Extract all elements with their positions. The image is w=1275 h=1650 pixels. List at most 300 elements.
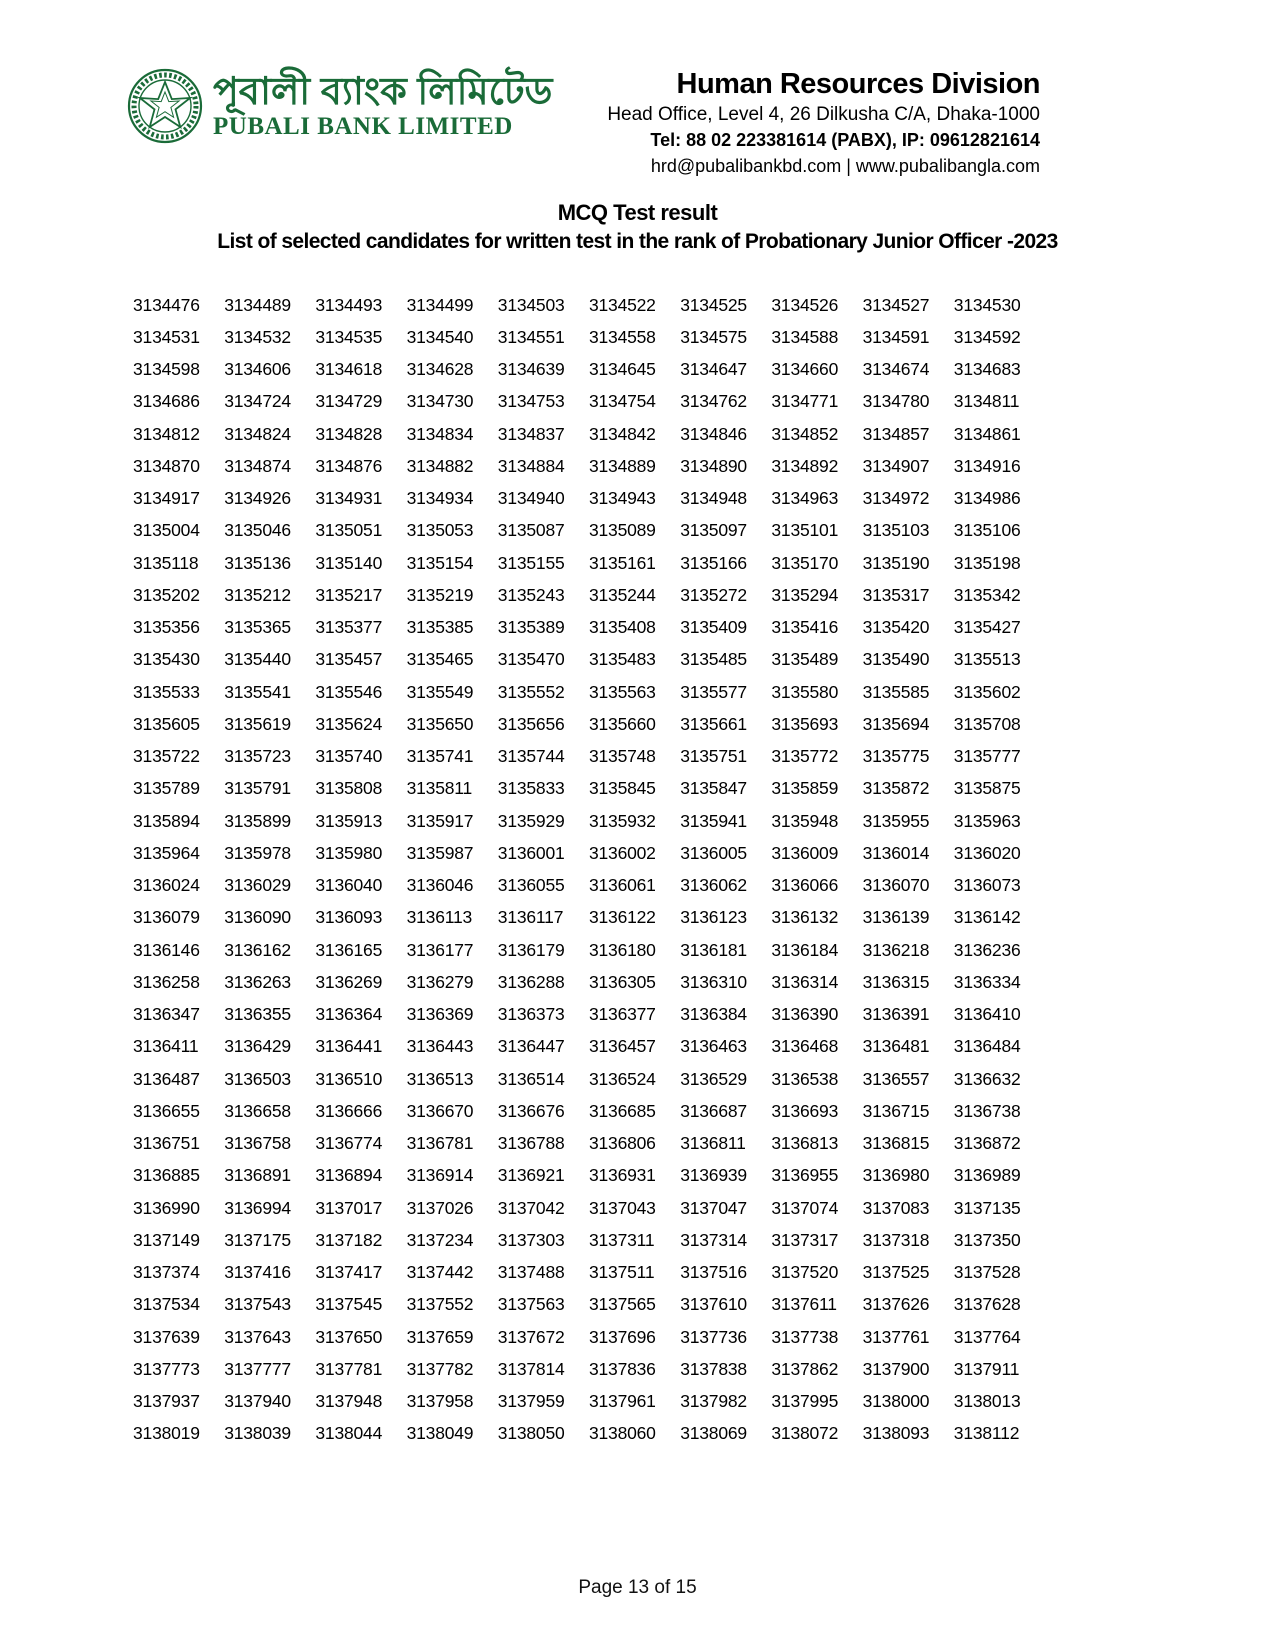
roll-number: 3135740 xyxy=(315,746,383,767)
roll-number: 3135602 xyxy=(953,681,1021,702)
roll-number: 3134948 xyxy=(680,488,747,509)
email-website-line: hrd@pubalibankbd.com | www.pubalibangla.com xyxy=(650,156,1040,176)
roll-number: 3136122 xyxy=(588,907,656,928)
roll-number: 3135103 xyxy=(862,520,930,541)
roll-number: 3136139 xyxy=(862,907,930,928)
roll-number: 3136806 xyxy=(588,1133,656,1154)
roll-number: 3136146 xyxy=(133,939,200,960)
roll-number: 3134531 xyxy=(133,326,200,347)
roll-number: 3137814 xyxy=(497,1358,565,1379)
roll-number: 3134780 xyxy=(862,391,930,412)
roll-number: 3135789 xyxy=(133,778,200,799)
roll-number: 3135430 xyxy=(133,649,200,670)
roll-number: 3137628 xyxy=(953,1294,1021,1315)
roll-number: 3135619 xyxy=(224,713,291,734)
roll-number: 3136788 xyxy=(497,1133,565,1154)
roll-number: 3136632 xyxy=(953,1068,1021,1089)
roll-number: 3135385 xyxy=(406,617,474,638)
bank-logo xyxy=(127,68,553,144)
roll-number: 3135772 xyxy=(771,746,839,767)
roll-number: 3135356 xyxy=(133,617,200,638)
roll-number: 3134674 xyxy=(862,359,930,380)
roll-number: 3136090 xyxy=(224,907,291,928)
document-subtitle: List of selected candidates for written test in the rank of Probationary Junior Officer -2023 xyxy=(217,230,1058,253)
roll-number: 3136484 xyxy=(953,1036,1021,1057)
roll-number: 3135470 xyxy=(497,649,565,670)
roll-number: 3135377 xyxy=(315,617,383,638)
roll-number: 3136666 xyxy=(315,1100,383,1121)
roll-number: 3134771 xyxy=(771,391,839,412)
roll-number: 3135440 xyxy=(224,649,291,670)
roll-number: 3136061 xyxy=(588,875,656,896)
roll-number: 3134522 xyxy=(588,294,656,315)
roll-number: 3134986 xyxy=(953,488,1021,509)
roll-number: 3135811 xyxy=(406,778,473,799)
roll-number: 3135875 xyxy=(953,778,1021,799)
roll-number: 3134730 xyxy=(406,391,474,412)
roll-number: 3135847 xyxy=(680,778,747,799)
roll-number: 3135894 xyxy=(133,810,200,831)
roll-number: 3137511 xyxy=(588,1262,655,1283)
roll-number: 3134724 xyxy=(224,391,291,412)
roll-number: 3134837 xyxy=(497,423,565,444)
roll-number: 3137862 xyxy=(771,1358,839,1379)
roll-number: 3134592 xyxy=(953,326,1021,347)
roll-number: 3134926 xyxy=(224,488,291,509)
roll-number: 3135533 xyxy=(133,681,200,702)
roll-number: 3134943 xyxy=(588,488,656,509)
roll-number: 3134503 xyxy=(497,294,565,315)
roll-number: 3138112 xyxy=(953,1423,1020,1444)
roll-number: 3136269 xyxy=(315,971,383,992)
roll-number: 3137545 xyxy=(315,1294,383,1315)
roll-number: 3136288 xyxy=(497,971,565,992)
roll-number: 3137773 xyxy=(133,1358,200,1379)
roll-number: 3137958 xyxy=(406,1391,474,1412)
roll-number: 3135051 xyxy=(315,520,383,541)
roll-number: 3134530 xyxy=(953,294,1021,315)
roll-number: 3138072 xyxy=(771,1423,839,1444)
roll-number: 3136994 xyxy=(224,1197,291,1218)
roll-number: 3134575 xyxy=(680,326,747,347)
roll-number: 3134889 xyxy=(588,455,656,476)
roll-number: 3137543 xyxy=(224,1294,291,1315)
roll-number: 3137149 xyxy=(133,1229,200,1250)
roll-number: 3134754 xyxy=(588,391,656,412)
roll-number: 3137777 xyxy=(224,1358,291,1379)
roll-number: 3135577 xyxy=(680,681,747,702)
roll-number: 3137610 xyxy=(680,1294,747,1315)
roll-number: 3136390 xyxy=(771,1004,839,1025)
roll-number: 3137836 xyxy=(588,1358,656,1379)
roll-number: 3134870 xyxy=(133,455,200,476)
roll-number: 3136955 xyxy=(771,1165,839,1186)
roll-number: 3136715 xyxy=(862,1100,930,1121)
roll-number: 3135244 xyxy=(588,584,656,605)
bank-name-bengali: পূবালী ব্যাংক লিমিটেড xyxy=(213,71,553,113)
roll-number: 3135465 xyxy=(406,649,474,670)
roll-number: 3134890 xyxy=(680,455,747,476)
roll-number: 3135872 xyxy=(862,778,930,799)
roll-number: 3137761 xyxy=(862,1326,930,1347)
roll-number: 3136364 xyxy=(315,1004,383,1025)
roll-number: 3135948 xyxy=(771,810,839,831)
roll-number: 3137534 xyxy=(133,1294,200,1315)
roll-number: 3134940 xyxy=(497,488,565,509)
roll-number: 3136024 xyxy=(133,875,200,896)
roll-number: 3136891 xyxy=(224,1165,291,1186)
roll-number: 3136258 xyxy=(133,971,200,992)
roll-number: 3135913 xyxy=(315,810,383,831)
roll-number: 3135089 xyxy=(588,520,656,541)
roll-number: 3135650 xyxy=(406,713,474,734)
roll-number: 3136180 xyxy=(588,939,656,960)
roll-number: 3135166 xyxy=(680,552,747,573)
roll-number: 3135845 xyxy=(588,778,656,799)
roll-number: 3135791 xyxy=(224,778,291,799)
roll-number: 3135980 xyxy=(315,842,383,863)
roll-number: 3136373 xyxy=(497,1004,565,1025)
roll-number: 3134857 xyxy=(862,423,930,444)
roll-number: 3135964 xyxy=(133,842,200,863)
roll-number: 3134852 xyxy=(771,423,839,444)
roll-number: 3135106 xyxy=(953,520,1021,541)
roll-number: 3136931 xyxy=(588,1165,656,1186)
roll-number: 3137900 xyxy=(862,1358,930,1379)
roll-number: 3136002 xyxy=(588,842,656,863)
roll-number: 3134882 xyxy=(406,455,474,476)
roll-number: 3134525 xyxy=(680,294,747,315)
roll-number: 3136177 xyxy=(406,939,474,960)
roll-number: 3134762 xyxy=(680,391,747,412)
roll-number: 3137374 xyxy=(133,1262,200,1283)
roll-number: 3135580 xyxy=(771,681,839,702)
roll-number: 3137318 xyxy=(862,1229,930,1250)
roll-number: 3135955 xyxy=(862,810,930,831)
roll-number: 3135751 xyxy=(680,746,747,767)
roll-number: 3135198 xyxy=(953,552,1021,573)
roll-number: 3136079 xyxy=(133,907,200,928)
roll-number: 3137940 xyxy=(224,1391,291,1412)
roll-number: 3135219 xyxy=(406,584,474,605)
roll-number: 3135409 xyxy=(680,617,747,638)
roll-number: 3135097 xyxy=(680,520,747,541)
roll-number: 3136457 xyxy=(588,1036,656,1057)
roll-number: 3135624 xyxy=(315,713,383,734)
roll-number: 3135899 xyxy=(224,810,291,831)
roll-number: 3137781 xyxy=(315,1358,383,1379)
roll-number: 3135317 xyxy=(862,584,930,605)
roll-number: 3136441 xyxy=(315,1036,383,1057)
roll-number: 3134861 xyxy=(953,423,1021,444)
roll-number: 3137017 xyxy=(315,1197,383,1218)
roll-number: 3137350 xyxy=(953,1229,1021,1250)
roll-number: 3136781 xyxy=(406,1133,474,1154)
roll-number: 3136181 xyxy=(680,939,747,960)
head-office-address: Head Office, Level 4, 26 Dilkusha C/A, Dhaka-1000 xyxy=(607,104,1040,125)
roll-number: 3135808 xyxy=(315,778,383,799)
roll-number: 3136355 xyxy=(224,1004,291,1025)
roll-number: 3135661 xyxy=(680,713,747,734)
roll-number: 3135217 xyxy=(315,584,383,605)
roll-number: 3136939 xyxy=(680,1165,747,1186)
roll-number: 3137639 xyxy=(133,1326,200,1347)
roll-number: 3137042 xyxy=(497,1197,565,1218)
roll-number: 3137995 xyxy=(771,1391,839,1412)
roll-number: 3134598 xyxy=(133,359,200,380)
roll-number: 3137982 xyxy=(680,1391,747,1412)
roll-number: 3135483 xyxy=(588,649,656,670)
roll-number: 3137738 xyxy=(771,1326,839,1347)
roll-number: 3136524 xyxy=(588,1068,656,1089)
roll-number: 3134824 xyxy=(224,423,291,444)
roll-number: 3134812 xyxy=(133,423,200,444)
roll-number: 3137026 xyxy=(406,1197,474,1218)
roll-number: 3137311 xyxy=(588,1229,655,1250)
roll-number: 3134934 xyxy=(406,488,474,509)
roll-number: 3135744 xyxy=(497,746,565,767)
roll-number: 3136658 xyxy=(224,1100,291,1121)
roll-number: 3134476 xyxy=(133,294,200,315)
roll-number: 3137672 xyxy=(497,1326,565,1347)
roll-number: 3136162 xyxy=(224,939,291,960)
roll-number: 3135660 xyxy=(588,713,656,734)
roll-number: 3135154 xyxy=(406,552,474,573)
roll-number: 3136391 xyxy=(862,1004,930,1025)
roll-number: 3136990 xyxy=(133,1197,200,1218)
roll-number: 3137611 xyxy=(771,1294,837,1315)
roll-number: 3135978 xyxy=(224,842,291,863)
roll-number: 3134647 xyxy=(680,359,747,380)
roll-number: 3135541 xyxy=(224,681,291,702)
roll-number: 3135748 xyxy=(588,746,656,767)
roll-number: 3137782 xyxy=(406,1358,474,1379)
roll-number: 3137736 xyxy=(680,1326,747,1347)
contact-block xyxy=(607,68,1040,179)
roll-number: 3137047 xyxy=(680,1197,747,1218)
roll-number: 3134588 xyxy=(771,326,839,347)
roll-number: 3134884 xyxy=(497,455,565,476)
roll-number: 3134606 xyxy=(224,359,291,380)
roll-number: 3136872 xyxy=(953,1133,1021,1154)
roll-number: 3135490 xyxy=(862,649,930,670)
roll-number: 3136066 xyxy=(771,875,839,896)
roll-number: 3135190 xyxy=(862,552,930,573)
roll-number: 3134876 xyxy=(315,455,383,476)
roll-number: 3138000 xyxy=(862,1391,930,1412)
roll-number: 3136070 xyxy=(862,875,930,896)
roll-number: 3135605 xyxy=(133,713,200,734)
roll-number: 3135693 xyxy=(771,713,839,734)
roll-number: 3136305 xyxy=(588,971,656,992)
roll-number: 3136813 xyxy=(771,1133,839,1154)
roll-number: 3135243 xyxy=(497,584,565,605)
roll-number: 3134558 xyxy=(588,326,656,347)
roll-number: 3136263 xyxy=(224,971,291,992)
roll-number: 3134846 xyxy=(680,423,747,444)
telephone-line: Tel: 88 02 223381614 (PABX), IP: 09612821614 xyxy=(650,130,1040,150)
roll-number: 3136117 xyxy=(497,907,564,928)
roll-number: 3136377 xyxy=(588,1004,656,1025)
roll-number: 3136384 xyxy=(680,1004,747,1025)
roll-number: 3134489 xyxy=(224,294,291,315)
roll-number: 3136751 xyxy=(133,1133,200,1154)
roll-number: 3136029 xyxy=(224,875,291,896)
roll-number: 3136815 xyxy=(862,1133,930,1154)
roll-number: 3136811 xyxy=(680,1133,746,1154)
roll-number: 3135723 xyxy=(224,746,291,767)
roll-number: 3135046 xyxy=(224,520,291,541)
roll-number: 3135294 xyxy=(771,584,839,605)
roll-number: 3136046 xyxy=(406,875,474,896)
roll-number: 3134532 xyxy=(224,326,291,347)
roll-number: 3134526 xyxy=(771,294,839,315)
roll-number: 3138039 xyxy=(224,1423,291,1444)
roll-number: 3136670 xyxy=(406,1100,474,1121)
roll-number: 3137234 xyxy=(406,1229,474,1250)
roll-number: 3136503 xyxy=(224,1068,291,1089)
roll-number: 3137764 xyxy=(953,1326,1021,1347)
roll-number: 3135053 xyxy=(406,520,474,541)
roll-number: 3136009 xyxy=(771,842,839,863)
roll-number: 3135427 xyxy=(953,617,1021,638)
roll-number: 3137303 xyxy=(497,1229,565,1250)
roll-number: 3138019 xyxy=(133,1423,200,1444)
page-number: Page 13 of 15 xyxy=(578,1577,697,1598)
roll-number: 3137314 xyxy=(680,1229,747,1250)
roll-number: 3134499 xyxy=(406,294,474,315)
document-title: MCQ Test result xyxy=(557,200,718,225)
roll-number: 3137417 xyxy=(315,1262,383,1283)
roll-number: 3135155 xyxy=(497,552,565,573)
roll-number: 3134527 xyxy=(862,294,930,315)
roll-number: 3137911 xyxy=(953,1358,1020,1379)
roll-number: 3137317 xyxy=(771,1229,839,1250)
roll-number: 3138069 xyxy=(680,1423,747,1444)
roll-number: 3135087 xyxy=(497,520,565,541)
roll-number: 3135546 xyxy=(315,681,383,702)
roll-number: 3136758 xyxy=(224,1133,291,1154)
roll-number: 3137516 xyxy=(680,1262,747,1283)
roll-number: 3134493 xyxy=(315,294,383,315)
roll-number: 3134729 xyxy=(315,391,383,412)
roll-number: 3136685 xyxy=(588,1100,656,1121)
roll-number: 3135365 xyxy=(224,617,291,638)
roll-number: 3135513 xyxy=(953,649,1021,670)
roll-number: 3136123 xyxy=(680,907,747,928)
roll-number: 3135272 xyxy=(680,584,747,605)
roll-number: 3134686 xyxy=(133,391,200,412)
roll-number: 3135552 xyxy=(497,681,565,702)
bank-name-block xyxy=(213,71,553,141)
roll-number: 3137083 xyxy=(862,1197,930,1218)
roll-number: 3135833 xyxy=(497,778,565,799)
roll-number: 3136676 xyxy=(497,1100,565,1121)
roll-number: 3134874 xyxy=(224,455,291,476)
roll-number: 3135101 xyxy=(771,520,839,541)
roll-number: 3136315 xyxy=(862,971,930,992)
roll-number: 3136774 xyxy=(315,1133,383,1154)
roll-number: 3136514 xyxy=(497,1068,565,1089)
roll-number: 3137696 xyxy=(588,1326,656,1347)
roll-number: 3136538 xyxy=(771,1068,839,1089)
roll-number: 3136529 xyxy=(680,1068,747,1089)
roll-number: 3135694 xyxy=(862,713,930,734)
roll-number: 3134753 xyxy=(497,391,565,412)
roll-number: 3137182 xyxy=(315,1229,383,1250)
roll-number: 3137659 xyxy=(406,1326,474,1347)
roll-number: 3136369 xyxy=(406,1004,474,1025)
roll-number: 3137520 xyxy=(771,1262,839,1283)
roll-number: 3134834 xyxy=(406,423,474,444)
roll-number: 3137074 xyxy=(771,1197,839,1218)
roll-number: 3137565 xyxy=(588,1294,656,1315)
roll-number: 3135457 xyxy=(315,649,383,670)
roll-number: 3138060 xyxy=(588,1423,656,1444)
roll-number: 3136132 xyxy=(771,907,839,928)
roll-number: 3136055 xyxy=(497,875,565,896)
roll-number: 3134591 xyxy=(862,326,930,347)
roll-number: 3135987 xyxy=(406,842,474,863)
roll-number: 3135775 xyxy=(862,746,930,767)
roll-number: 3137948 xyxy=(315,1391,383,1412)
roll-number: 3135585 xyxy=(862,681,930,702)
roll-number: 3137175 xyxy=(224,1229,291,1250)
roll-number: 3136020 xyxy=(953,842,1021,863)
roll-number: 3138049 xyxy=(406,1423,474,1444)
roll-number: 3136693 xyxy=(771,1100,839,1121)
roll-number: 3136894 xyxy=(315,1165,383,1186)
roll-number: 3135941 xyxy=(680,810,747,831)
roll-number: 3134931 xyxy=(315,488,383,509)
roll-number: 3134828 xyxy=(315,423,383,444)
roll-number: 3135212 xyxy=(224,584,291,605)
roll-number: 3137563 xyxy=(497,1294,565,1315)
roll-number: 3138013 xyxy=(953,1391,1021,1412)
roll-number: 3135929 xyxy=(497,810,565,831)
roll-number: 3134842 xyxy=(588,423,656,444)
document-title-block xyxy=(0,199,1275,257)
roll-number: 3137650 xyxy=(315,1326,383,1347)
roll-number: 3136218 xyxy=(862,939,930,960)
roll-number: 3136429 xyxy=(224,1036,291,1057)
roll-number: 3136093 xyxy=(315,907,383,928)
roll-number: 3135408 xyxy=(588,617,656,638)
roll-number: 3138050 xyxy=(497,1423,565,1444)
roll-number: 3136989 xyxy=(953,1165,1021,1186)
roll-number: 3137552 xyxy=(406,1294,474,1315)
roll-number: 3134916 xyxy=(953,455,1021,476)
roll-number: 3135420 xyxy=(862,617,930,638)
roll-number: 3134535 xyxy=(315,326,383,347)
page-header xyxy=(127,68,1040,179)
roll-number: 3136040 xyxy=(315,875,383,896)
roll-number: 3134618 xyxy=(315,359,383,380)
roll-number: 3138044 xyxy=(315,1423,383,1444)
roll-number: 3134892 xyxy=(771,455,839,476)
roll-number: 3137442 xyxy=(406,1262,474,1283)
roll-number: 3136885 xyxy=(133,1165,200,1186)
roll-number: 3135004 xyxy=(133,520,200,541)
roll-number: 3136314 xyxy=(771,971,839,992)
roll-number: 3136236 xyxy=(953,939,1021,960)
bank-name-english: PUBALI BANK LIMITED xyxy=(213,113,513,140)
roll-number: 3135489 xyxy=(771,649,839,670)
roll-number: 3135118 xyxy=(133,552,199,573)
roll-number: 3136510 xyxy=(315,1068,383,1089)
roll-number: 3135161 xyxy=(588,552,656,573)
roll-number: 3136513 xyxy=(406,1068,474,1089)
